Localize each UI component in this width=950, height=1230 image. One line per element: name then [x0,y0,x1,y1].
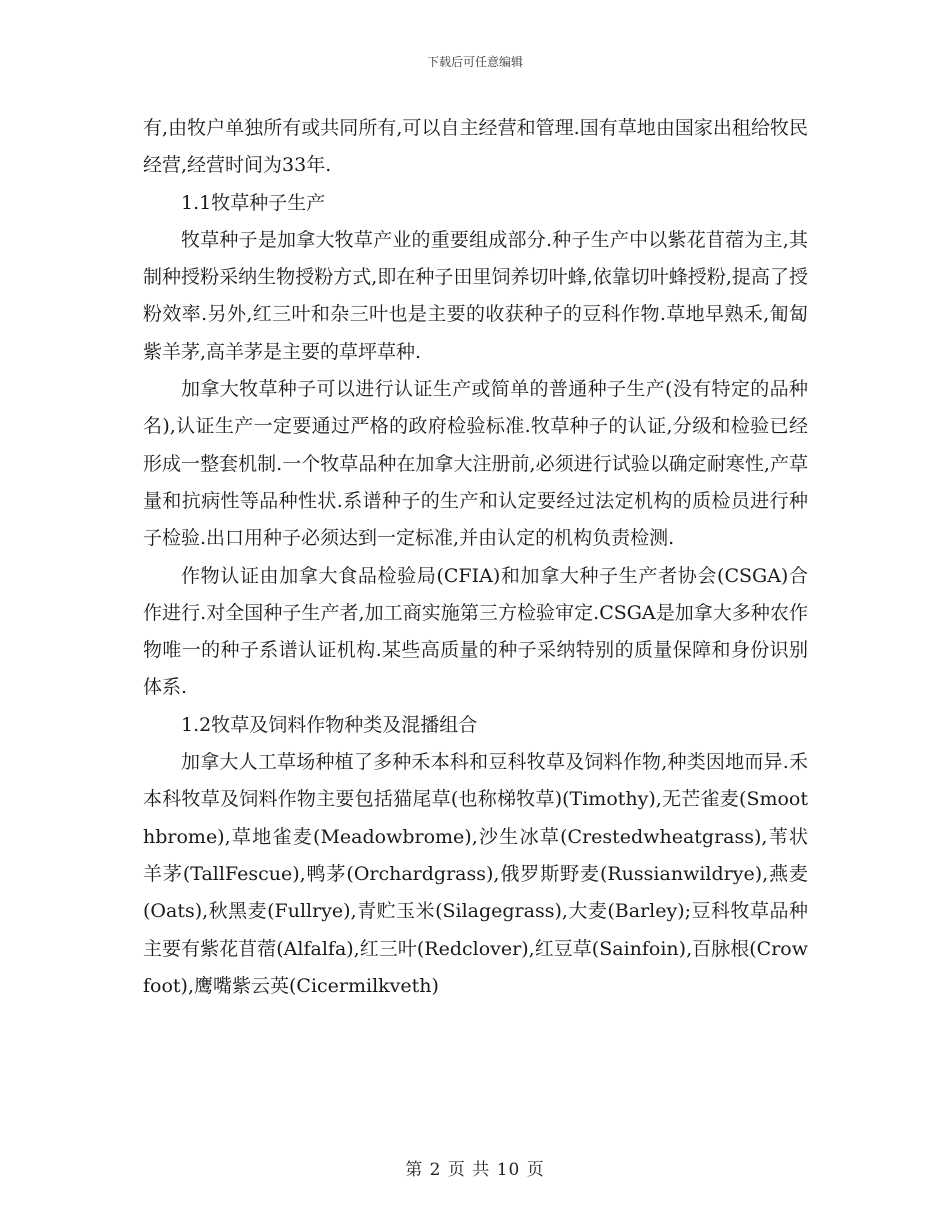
paragraph-seed-production: 牧草种子是加拿大牧草产业的重要组成部分.种子生产中以紫花苜蓿为主,其制种授粉采纳生物授粉方式,即在种子田里饲养切叶蜂,依靠切叶蜂授粉,提高了授粉效率.另外,红三叶和杂三叶也是主要的收获种子的豆科作物.草地早熟禾,匍匐紫羊茅,高羊茅是主要的草坪草种. [143,228,808,363]
paragraph-ownership: 有,由牧户单独所有或共同所有,可以自主经营和管理.国有草地由国家出租给牧民经营,经营时间为33年. [143,117,808,177]
page-number: 第 2 页 共 10 页 [405,1160,545,1180]
paragraph-certification: 加拿大牧草种子可以进行认证生产或简单的普通种子生产(没有特定的品种名),认证生产一定要通过严格的政府检验标准.牧草种子的认证,分级和检验已经形成一整套机制.一个牧草品种在加拿大注册前,必须进行试验以确定耐寒性,产草量和抗病性等品种性状.系谱种子的生产和认定要经过法定机构的质检员进行种子检验.出口用种子必须达到一定标准,并由认定的机构负责检测. [143,378,808,550]
paragraph-cfia-csga: 作物认证由加拿大食品检验局(CFIA)和加拿大种子生产者协会(CSGA)合作进行.对全国种子生产者,加工商实施第三方检验审定.CSGA是加拿大多种农作物唯一的种子系谱认证机构.某些高质量的种子采纳特别的质量保障和身份识别体系. [143,564,808,699]
document-body [143,110,808,1005]
page-header: 下载后可任意编辑 [426,55,523,69]
paragraph-forage-species: 加拿大人工草场种植了多种禾本科和豆科牧草及饲料作物,种类因地而异.禾本科牧草及饲料作物主要包括猫尾草(也称梯牧草)(Timothy),无芒雀麦(Smoothbrome),草地雀麦(Meadowbrome),沙生冰草(Crestedwheatgrass),苇状羊茅(TallFescue),鸭茅(Orchardgrass),俄罗斯野麦(Russianwildrye),燕麦(Oats),秋黑麦(Fullrye),青贮玉米(Silagegrass),大麦(Barley);豆科牧草品种主要有紫花苜蓿(Alfalfa),红三叶(Redclover),红豆草(Sainfoin),百脉根(Crowfoot),鹰嘴紫云英(Cicermilkveth) [143,751,808,997]
section-heading-forage-species: 1.2牧草及饲料作物种类及混播组合 [181,713,478,736]
section-heading-seed-production: 1.1牧草种子生产 [181,191,326,214]
